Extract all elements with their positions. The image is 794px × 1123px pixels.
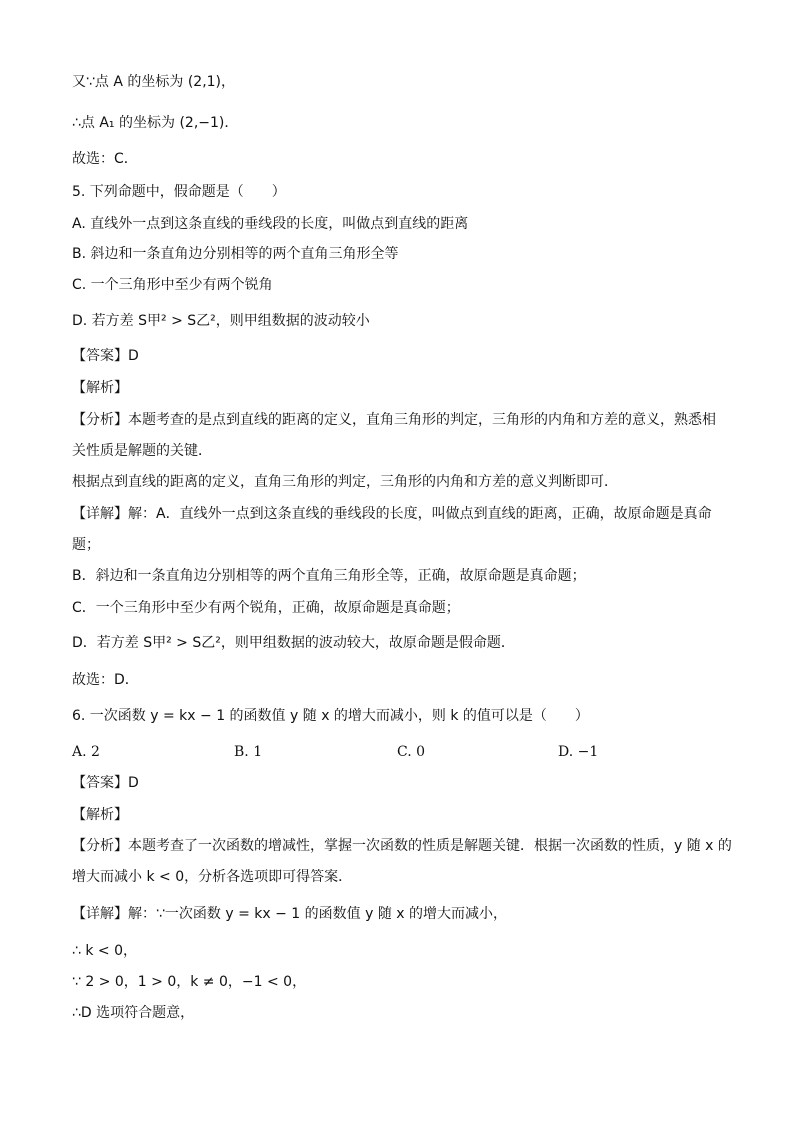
text-line: ∴点 A₁ 的坐标为 (2,−1)． — [72, 115, 239, 131]
text-line: 关性质是解题的关键． — [72, 443, 212, 459]
text-line: 【分析】本题考查了一次函数的增减性，掌握一次函数的性质是解题关键．根据一次函数的性质，y 随 x 的 — [72, 838, 732, 854]
question-5-stem: 5. 下列命题中，假命题是（ ） — [72, 184, 286, 200]
text-line: 【详解】解：A．直线外一点到这条直线的垂线段的长度，叫做点到直线的距离，正确，故原命题是真命 — [72, 506, 712, 522]
text-line: 增大而减小 k < 0，分析各选项即可得答案． — [72, 869, 353, 885]
question-5-option-d: D. 若方差 S甲² > S乙²，则甲组数据的波动较小 — [72, 313, 370, 329]
question-5-option-b: B. 斜边和一条直角边分别相等的两个直角三角形全等 — [72, 246, 399, 262]
question-6-option-c: C. 0 — [397, 744, 426, 760]
text-line: 又∵点 A 的坐标为 (2,1)， — [72, 74, 236, 90]
question-6-option-d: D. −1 — [558, 744, 599, 760]
text-line: ∴ k < 0， — [72, 943, 138, 959]
text-line: 题； — [72, 537, 100, 553]
answer-label: 【答案】D — [72, 775, 139, 791]
answer-label: 【答案】D — [72, 348, 139, 364]
question-6-stem: 6. 一次函数 y = kx − 1 的函数值 y 随 x 的增大而减小，则 k 的值可以是（ ） — [72, 708, 589, 724]
text-line: 【详解】解：∵一次函数 y = kx − 1 的函数值 y 随 x 的增大而减小， — [72, 906, 508, 922]
question-6-option-a: A. 2 — [72, 744, 100, 760]
text-line: D．若方差 S甲² > S乙²，则甲组数据的波动较大，故原命题是假命题． — [72, 635, 515, 651]
text-line: ∴D 选项符合题意， — [72, 1005, 195, 1021]
text-line: 故选：D． — [72, 672, 139, 688]
text-line: 【分析】本题考查的是点到直线的距离的定义，直角三角形的判定，三角形的内角和方差的意义，熟悉相 — [72, 412, 716, 428]
text-line: 故选：C． — [72, 151, 138, 167]
question-5-option-c: C. 一个三角形中至少有两个锐角 — [72, 277, 273, 293]
text-line: B．斜边和一条直角边分别相等的两个直角三角形全等，正确，故原命题是真命题； — [72, 568, 586, 584]
text-line: ∵ 2 > 0，1 > 0，k ≠ 0，−1 < 0， — [72, 974, 307, 990]
text-line: C．一个三角形中至少有两个锐角，正确，故原命题是真命题； — [72, 600, 460, 616]
question-6-option-b: B. 1 — [234, 744, 263, 760]
analysis-label: 【解析】 — [72, 380, 128, 396]
question-5-option-a: A. 直线外一点到这条直线的垂线段的长度，叫做点到直线的距离 — [72, 216, 469, 232]
analysis-label: 【解析】 — [72, 807, 128, 823]
text-line: 根据点到直线的距离的定义，直角三角形的判定，三角形的内角和方差的意义判断即可． — [72, 474, 618, 490]
